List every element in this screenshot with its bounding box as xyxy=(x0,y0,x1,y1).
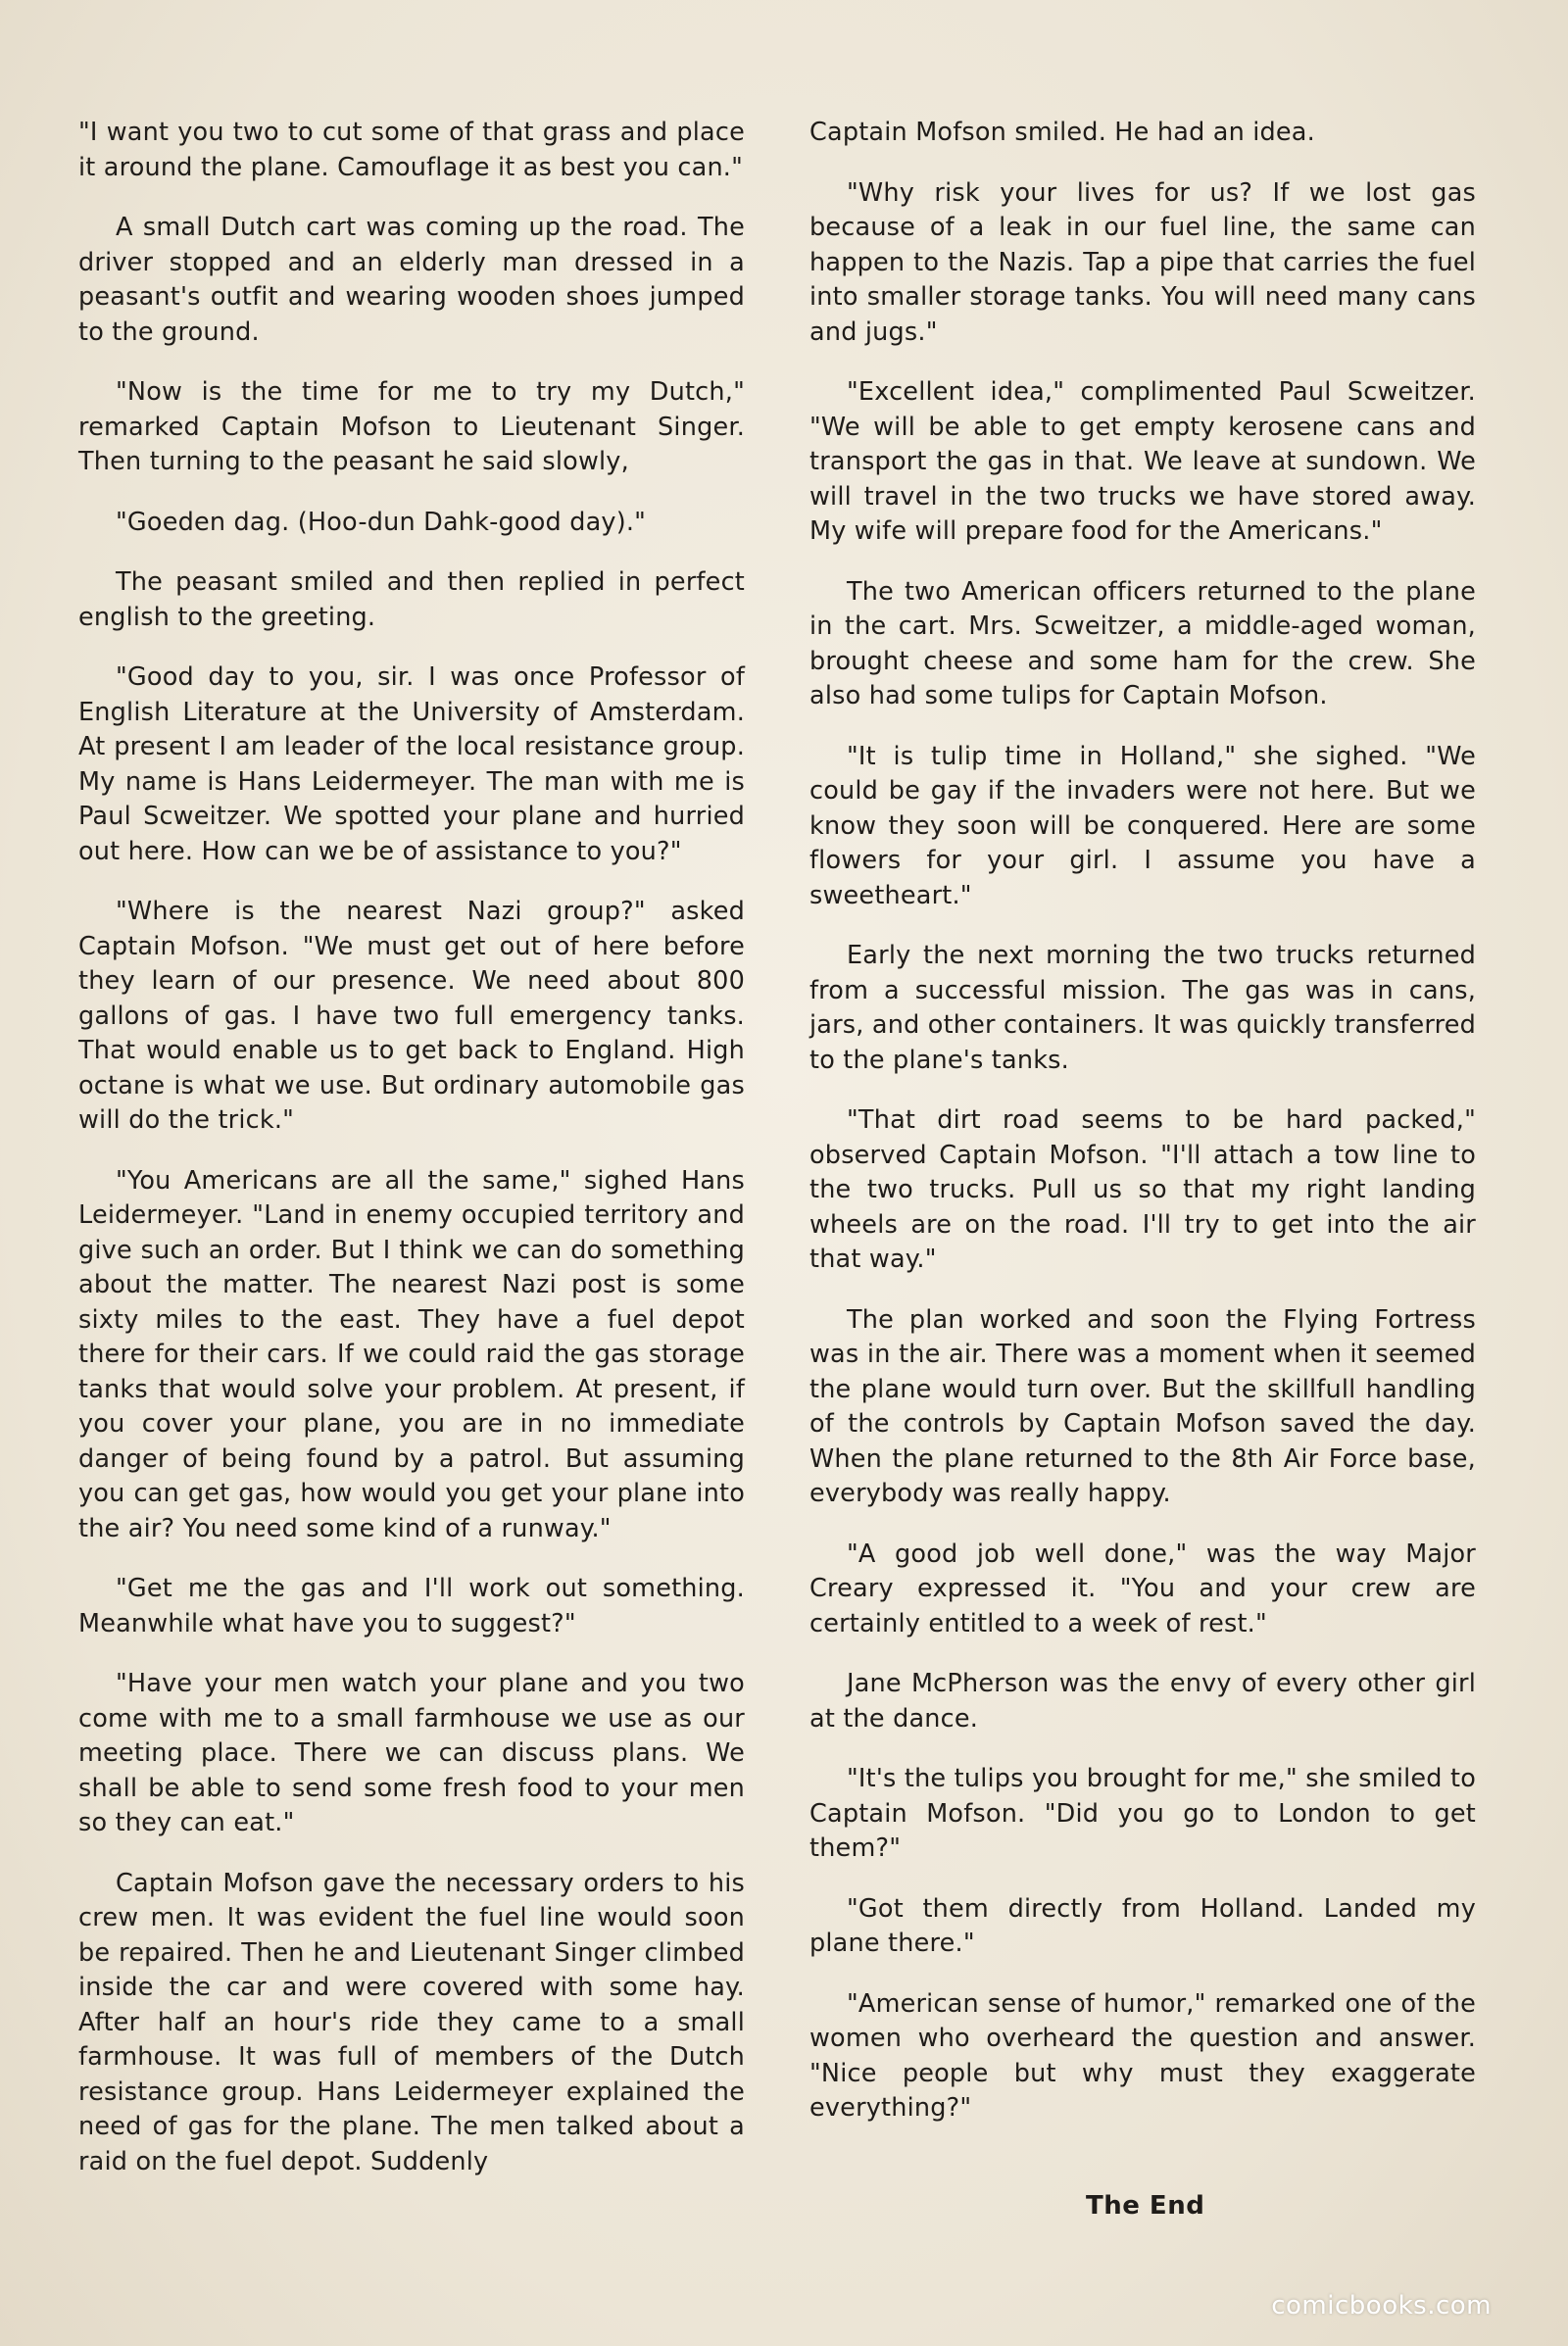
paragraph: "Excellent idea," complimented Paul Scweitzer. "We will be able to get empty kerosene cans and transport the gas in that. We leave at sundown. We will travel in the two trucks we have stored away. My wife will prepare food for the Americans." xyxy=(809,377,1476,546)
paragraph: "Got them directly from Holland. Landed my plane there." xyxy=(809,1893,1476,1958)
paragraph: The peasant smiled and then replied in perfect english to the greeting. xyxy=(78,567,745,632)
left-text-column xyxy=(78,116,745,2205)
paragraph: "Goeden dag. (Hoo-dun Dahk-good day)." xyxy=(116,507,647,537)
paragraph: "I want you two to cut some of that grass and place it around the plane. Camouflage it as best you can." xyxy=(78,118,745,182)
site-watermark: comicbooks.com xyxy=(1271,2291,1492,2321)
paragraph: "That dirt road seems to be hard packed," observed Captain Mofson. "I'll attach a tow line to the two trucks. Pull us so that my right landing wheels are on the road. I'll try to get into the air that way." xyxy=(809,1105,1476,1274)
paragraph: Captain Mofson gave the necessary orders to his crew men. It was evident the fuel line would soon be repaired. Then he and Lieutenant Singer climbed inside the car and were covered with some hay. After half an hour's ride they came to a small farmhouse. It was full of members of the Dutch resistance group. Hans Leidermeyer explained the need of gas for the plane. The men talked about a raid on the fuel depot. Suddenly xyxy=(78,1868,745,2176)
paragraph: "Good day to you, sir. I was once Professor of English Literature at the University of Amsterdam. At present I am leader of the local resistance group. My name is Hans Leidermeyer. The man with me is Paul Scweitzer. We spotted your plane and hurried out here. How can we be of assistance to you?" xyxy=(78,662,745,866)
paragraph: "Where is the nearest Nazi group?" asked Captain Mofson. "We must get out of here before they learn of our presence. We need about 800 gallons of gas. I have two full emergency tanks. That would enable us to get back to England. High octane is what we use. But ordinary automobile gas will do the trick." xyxy=(78,897,745,1135)
right-text-column xyxy=(809,116,1476,2152)
the-end-text: The End xyxy=(1086,2191,1205,2221)
paragraph: The plan worked and soon the Flying Fortress was in the air. There was a moment when it seemed the plane would turn over. But the skillfull handling of the controls by Captain Mofson saved the day. When the plane returned to the 8th Air Force base, everybody was really happy. xyxy=(809,1304,1476,1508)
paragraph: "Have your men watch your plane and you two come with me to a small farmhouse we use as our meeting place. There we can discuss plans. We shall be able to send some fresh food to your men so they can eat." xyxy=(78,1669,745,1837)
paragraph: The two American officers returned to the plane in the cart. Mrs. Scweitzer, a middle-aged woman, brought cheese and some ham for the crew. She also had some tulips for Captain Mofson. xyxy=(809,576,1476,710)
paragraph: "You Americans are all the same," sighed Hans Leidermeyer. "Land in enemy occupied territory and give such an order. But I think we can do something about the matter. The nearest Nazi post is some sixty miles to the east. They have a fuel depot there for their cars. If we could raid the gas storage tanks that would solve your problem. At present, if you cover your plane, you are in no immediate danger of being found by a patrol. But assuming you can get gas, how would you get your plane into the air? You need some kind of a runway." xyxy=(78,1165,745,1543)
paragraph: A small Dutch cart was coming up the road. The driver stopped and an elderly man dressed in a peasant's outfit and wearing wooden shoes jumped to the ground. xyxy=(78,213,745,347)
paragraph: Early the next morning the two trucks returned from a successful mission. The gas was in cans, jars, and other containers. It was quickly transferred to the plane's tanks. xyxy=(809,941,1476,1075)
paragraph: Jane McPherson was the envy of every other girl at the dance. xyxy=(809,1669,1476,1734)
paragraph: "It's the tulips you brought for me," she smiled to Captain Mofson. "Did you go to London to get them?" xyxy=(809,1764,1476,1863)
paragraph: "Why risk your lives for us? If we lost gas because of a leak in our fuel line, the same can happen to the Nazis. Tap a pipe that carries the fuel into smaller storage tanks. You will need many cans and jugs." xyxy=(809,177,1476,347)
paragraph: "It is tulip time in Holland," she sighed. "We could be gay if the invaders were not here. But we know they soon will be conquered. Here are some flowers for your girl. I assume you have a sweetheart." xyxy=(809,741,1476,910)
paragraph: "Now is the time for me to try my Dutch," remarked Captain Mofson to Lieutenant Singer. Then turning to the peasant he said slowly, xyxy=(78,377,745,476)
paragraph: "A good job well done," was the way Major Creary expressed it. "You and your crew are certainly entitled to a week of rest." xyxy=(809,1539,1476,1638)
paragraph: Captain Mofson smiled. He had an idea. xyxy=(809,118,1315,147)
paragraph: "Get me the gas and I'll work out something. Meanwhile what have you to suggest?" xyxy=(78,1574,745,1638)
paragraph: "American sense of humor," remarked one of the women who overheard the question and answer. "Nice people but why must they exaggerate everything?" xyxy=(809,1988,1476,2123)
